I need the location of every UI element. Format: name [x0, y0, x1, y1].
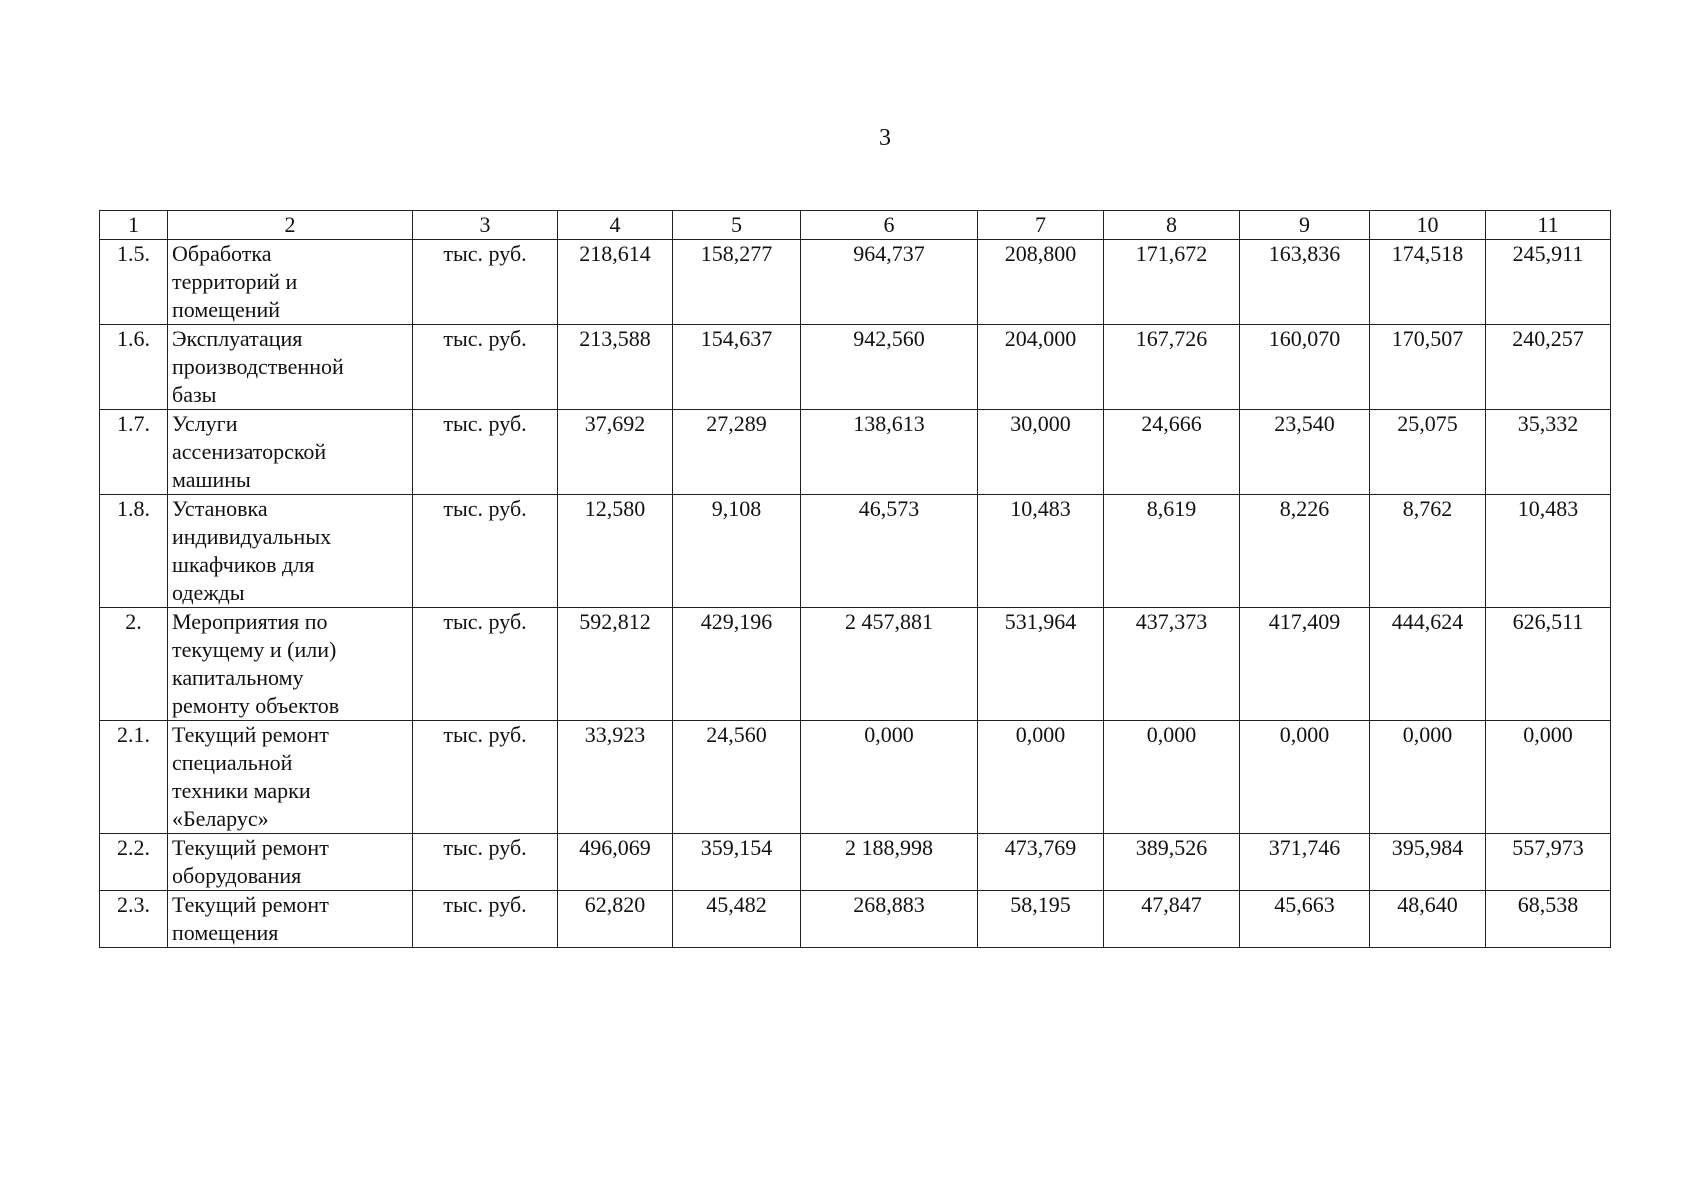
value-cell: 359,154	[673, 834, 801, 891]
value-cell: 496,069	[558, 834, 673, 891]
value-cell: 158,277	[673, 240, 801, 325]
column-header: 5	[673, 211, 801, 240]
value-cell: 592,812	[558, 608, 673, 721]
value-cell: 45,663	[1240, 891, 1370, 948]
column-header: 7	[978, 211, 1104, 240]
value-cell: 444,624	[1370, 608, 1486, 721]
value-cell: 245,911	[1486, 240, 1611, 325]
value-cell: 58,195	[978, 891, 1104, 948]
item-name-cell: Текущий ремонт специальной техники марки «Беларус»	[168, 721, 413, 834]
value-cell: 62,820	[558, 891, 673, 948]
column-header: 6	[801, 211, 978, 240]
table-row	[100, 410, 1611, 495]
value-cell: 27,289	[673, 410, 801, 495]
row-number-cell: 1.5.	[100, 240, 168, 325]
value-cell: 167,726	[1104, 325, 1240, 410]
table-row	[100, 834, 1611, 891]
column-header: 8	[1104, 211, 1240, 240]
value-cell: 35,332	[1486, 410, 1611, 495]
value-cell: 9,108	[673, 495, 801, 608]
value-cell: 240,257	[1486, 325, 1611, 410]
value-cell: 37,692	[558, 410, 673, 495]
column-number-row	[100, 211, 1611, 240]
row-number-cell: 2.	[100, 608, 168, 721]
value-cell: 0,000	[801, 721, 978, 834]
unit-cell: тыс. руб.	[413, 891, 558, 948]
value-cell: 46,573	[801, 495, 978, 608]
value-cell: 0,000	[1240, 721, 1370, 834]
value-cell: 30,000	[978, 410, 1104, 495]
unit-cell: тыс. руб.	[413, 325, 558, 410]
row-number-cell: 1.6.	[100, 325, 168, 410]
item-name-cell: Текущий ремонт оборудования	[168, 834, 413, 891]
item-name-cell: Установка индивидуальных шкафчиков для одежды	[168, 495, 413, 608]
unit-cell: тыс. руб.	[413, 410, 558, 495]
value-cell: 0,000	[1370, 721, 1486, 834]
value-cell: 0,000	[978, 721, 1104, 834]
value-cell: 23,540	[1240, 410, 1370, 495]
unit-cell: тыс. руб.	[413, 834, 558, 891]
value-cell: 942,560	[801, 325, 978, 410]
value-cell: 437,373	[1104, 608, 1240, 721]
value-cell: 45,482	[673, 891, 801, 948]
value-cell: 8,762	[1370, 495, 1486, 608]
value-cell: 68,538	[1486, 891, 1611, 948]
value-cell: 0,000	[1486, 721, 1611, 834]
table-row	[100, 495, 1611, 608]
value-cell: 48,640	[1370, 891, 1486, 948]
column-header: 10	[1370, 211, 1486, 240]
value-cell: 8,619	[1104, 495, 1240, 608]
value-cell: 171,672	[1104, 240, 1240, 325]
table-row	[100, 608, 1611, 721]
unit-cell: тыс. руб.	[413, 240, 558, 325]
value-cell: 154,637	[673, 325, 801, 410]
unit-cell: тыс. руб.	[413, 721, 558, 834]
value-cell: 0,000	[1104, 721, 1240, 834]
item-name-cell: Текущий ремонт помещения	[168, 891, 413, 948]
row-number-cell: 1.7.	[100, 410, 168, 495]
value-cell: 2 457,881	[801, 608, 978, 721]
value-cell: 138,613	[801, 410, 978, 495]
value-cell: 371,746	[1240, 834, 1370, 891]
value-cell: 10,483	[978, 495, 1104, 608]
table-row	[100, 891, 1611, 948]
value-cell: 47,847	[1104, 891, 1240, 948]
value-cell: 473,769	[978, 834, 1104, 891]
column-header: 4	[558, 211, 673, 240]
page-number: 3	[879, 125, 891, 151]
row-number-cell: 2.3.	[100, 891, 168, 948]
row-number-cell: 2.2.	[100, 834, 168, 891]
value-cell: 10,483	[1486, 495, 1611, 608]
table-row	[100, 240, 1611, 325]
column-header: 3	[413, 211, 558, 240]
value-cell: 417,409	[1240, 608, 1370, 721]
table-row	[100, 325, 1611, 410]
value-cell: 213,588	[558, 325, 673, 410]
value-cell: 24,560	[673, 721, 801, 834]
value-cell: 163,836	[1240, 240, 1370, 325]
item-name-cell: Эксплуатация производственной базы	[168, 325, 413, 410]
data-table	[99, 210, 1611, 948]
value-cell: 2 188,998	[801, 834, 978, 891]
column-header: 2	[168, 211, 413, 240]
value-cell: 12,580	[558, 495, 673, 608]
value-cell: 964,737	[801, 240, 978, 325]
value-cell: 174,518	[1370, 240, 1486, 325]
table-body	[100, 240, 1611, 948]
column-header: 11	[1486, 211, 1611, 240]
column-header: 9	[1240, 211, 1370, 240]
value-cell: 25,075	[1370, 410, 1486, 495]
column-header: 1	[100, 211, 168, 240]
value-cell: 8,226	[1240, 495, 1370, 608]
value-cell: 531,964	[978, 608, 1104, 721]
value-cell: 160,070	[1240, 325, 1370, 410]
row-number-cell: 1.8.	[100, 495, 168, 608]
table-row	[100, 721, 1611, 834]
item-name-cell: Мероприятия по текущему и (или) капитальному ремонту объектов	[168, 608, 413, 721]
value-cell: 268,883	[801, 891, 978, 948]
unit-cell: тыс. руб.	[413, 495, 558, 608]
item-name-cell: Обработка территорий и помещений	[168, 240, 413, 325]
value-cell: 557,973	[1486, 834, 1611, 891]
value-cell: 204,000	[978, 325, 1104, 410]
row-number-cell: 2.1.	[100, 721, 168, 834]
value-cell: 170,507	[1370, 325, 1486, 410]
value-cell: 389,526	[1104, 834, 1240, 891]
value-cell: 626,511	[1486, 608, 1611, 721]
value-cell: 33,923	[558, 721, 673, 834]
value-cell: 24,666	[1104, 410, 1240, 495]
value-cell: 218,614	[558, 240, 673, 325]
value-cell: 208,800	[978, 240, 1104, 325]
unit-cell: тыс. руб.	[413, 608, 558, 721]
value-cell: 395,984	[1370, 834, 1486, 891]
value-cell: 429,196	[673, 608, 801, 721]
item-name-cell: Услуги ассенизаторской машины	[168, 410, 413, 495]
